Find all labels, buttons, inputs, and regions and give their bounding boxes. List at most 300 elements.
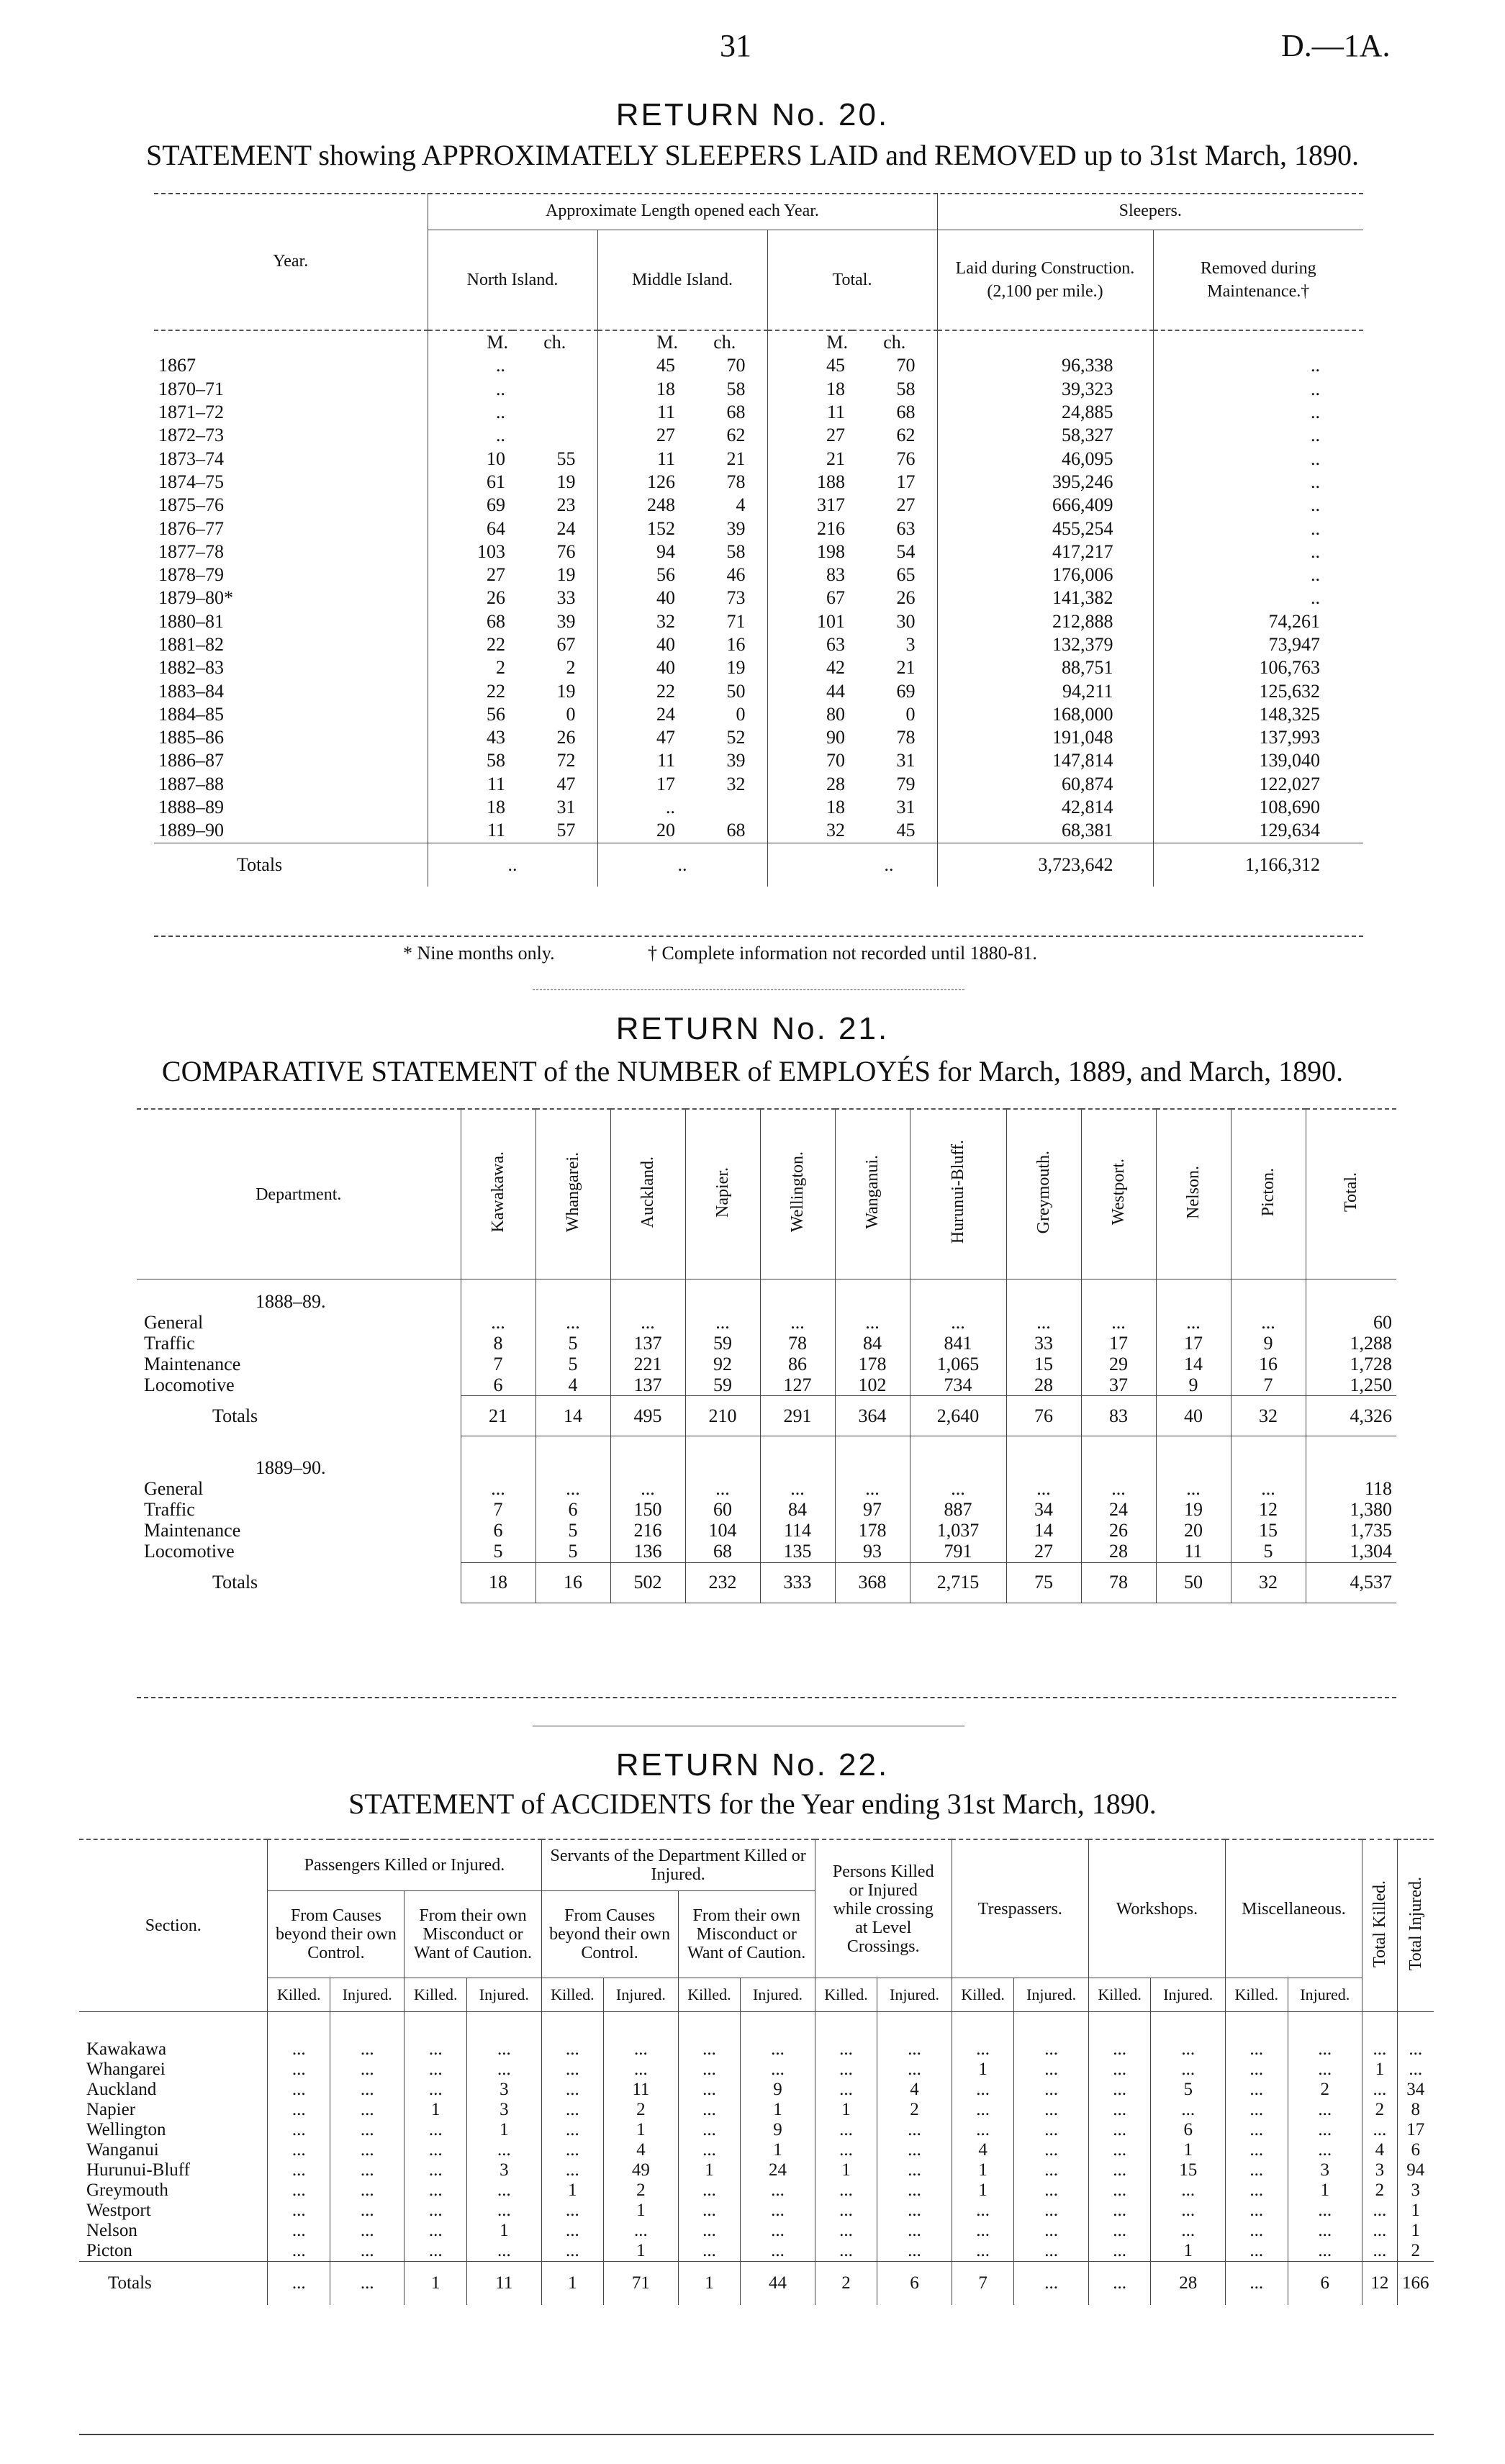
value-cell: ... xyxy=(461,1312,535,1333)
value-cell: ... xyxy=(405,2221,467,2241)
unit-miles: M. xyxy=(767,330,852,354)
value-cell: 5 xyxy=(1151,2080,1225,2100)
middle-chains-cell xyxy=(682,796,767,819)
value-cell: 1,304 xyxy=(1306,1541,1396,1563)
middle-miles-cell: 248 xyxy=(597,494,682,517)
empty-cell xyxy=(760,1436,835,1479)
totals-cell: 4,326 xyxy=(1306,1396,1396,1436)
middle-chains-cell: 71 xyxy=(726,610,746,632)
value-cell: 1 xyxy=(741,2100,815,2120)
totals-row xyxy=(137,1562,1396,1603)
north-miles-cell: 11 xyxy=(428,773,512,796)
empty-cell xyxy=(877,2012,952,2040)
total-chains-cell: 21 xyxy=(896,657,916,679)
totals-cell: 1 xyxy=(405,2262,467,2306)
value-cell: ... xyxy=(1014,2180,1088,2201)
value-cell: ... xyxy=(405,2120,467,2140)
table-row xyxy=(79,2180,1434,2201)
separator xyxy=(533,989,964,990)
value-cell: ... xyxy=(1088,2140,1151,2160)
value-cell: ... xyxy=(877,2039,952,2060)
table-row xyxy=(154,494,1363,517)
value-cell: ... xyxy=(815,2120,877,2140)
middle-chains-cell: 58 xyxy=(726,540,746,562)
value-cell: ... xyxy=(268,2120,330,2140)
value-cell: ... xyxy=(1088,2221,1151,2241)
value-cell: 1,250 xyxy=(1306,1374,1396,1396)
value-cell: 6 xyxy=(461,1521,535,1541)
header-total-injured: Total Injured. xyxy=(1406,1876,1425,1971)
value-cell: ... xyxy=(1362,2221,1398,2241)
north-chains-cell: 2 xyxy=(566,657,576,679)
table-row xyxy=(154,749,1363,772)
value-cell: 734 xyxy=(910,1374,1006,1396)
north-miles-cell: 27 xyxy=(428,563,512,586)
totals-cell: 83 xyxy=(1081,1396,1156,1436)
unit-chains: ch. xyxy=(682,330,767,354)
totals-cell: 32 xyxy=(1231,1396,1306,1436)
value-cell: ... xyxy=(1151,2180,1225,2201)
value-cell: ... xyxy=(1151,2221,1225,2241)
totals-cell: 50 xyxy=(1156,1562,1231,1603)
column-header xyxy=(910,1109,1006,1279)
empty-cell xyxy=(1156,1436,1231,1479)
value-cell: ... xyxy=(1014,2221,1088,2241)
totals-cell: 2,715 xyxy=(910,1562,1006,1603)
table-row xyxy=(154,796,1363,819)
value-cell: ... xyxy=(1397,2039,1434,2060)
value-cell: ... xyxy=(910,1479,1006,1500)
year-cell: 1870–71 xyxy=(158,378,224,399)
value-cell: 1,037 xyxy=(910,1521,1006,1541)
value-cell: 2 xyxy=(1362,2180,1398,2201)
empty-cell xyxy=(610,1436,685,1479)
empty-cell xyxy=(467,2012,541,2040)
year-row xyxy=(137,1436,1396,1479)
value-cell: 49 xyxy=(604,2160,678,2180)
value-cell: ... xyxy=(741,2221,815,2241)
total-miles-cell: 80 xyxy=(767,703,852,726)
column-header-label: Wanganui. xyxy=(863,1155,882,1229)
killed-header: Killed. xyxy=(952,1978,1014,2012)
year-cell: 1885–86 xyxy=(158,727,224,748)
killed-header: Killed. xyxy=(541,1978,604,2012)
value-cell: 84 xyxy=(760,1500,835,1521)
year-cell: 1867 xyxy=(158,355,196,376)
middle-chains-cell: 0 xyxy=(736,703,746,725)
value-cell: 6 xyxy=(1397,2140,1434,2160)
value-cell: ... xyxy=(1362,2039,1398,2060)
department-cell: Locomotive xyxy=(144,1374,235,1395)
column-header-label: Greymouth. xyxy=(1034,1150,1053,1234)
year-cell: 1876–77 xyxy=(158,517,224,539)
removed-cell: .. xyxy=(1153,586,1363,610)
value-cell: 97 xyxy=(835,1500,910,1521)
total-chains-cell: 30 xyxy=(896,610,916,632)
value-cell: ... xyxy=(678,2180,741,2201)
empty-cell xyxy=(835,1279,910,1313)
value-cell: ... xyxy=(541,2221,604,2241)
value-cell: ... xyxy=(405,2201,467,2221)
empty-cell xyxy=(1362,2012,1398,2040)
value-cell: ... xyxy=(815,2201,877,2221)
value-cell: 5 xyxy=(535,1521,610,1541)
value-cell: ... xyxy=(330,2180,405,2201)
total-chains-cell: 69 xyxy=(896,680,916,702)
total-miles-cell: 27 xyxy=(767,424,852,447)
value-cell: 178 xyxy=(835,1521,910,1541)
laid-cell: 68,381 xyxy=(937,819,1153,843)
totals-cell: 4,537 xyxy=(1306,1562,1396,1603)
year-cell: 1882–83 xyxy=(158,657,224,679)
value-cell: 94 xyxy=(1397,2160,1434,2180)
laid-cell: 39,323 xyxy=(937,378,1153,401)
injured-header: Injured. xyxy=(330,1978,405,2012)
department-cell: General xyxy=(144,1311,204,1333)
north-miles-cell: 68 xyxy=(428,610,512,633)
value-cell: 17 xyxy=(1397,2120,1434,2140)
value-cell: ... xyxy=(1151,2201,1225,2221)
value-cell: ... xyxy=(877,2221,952,2241)
empty-cell xyxy=(1306,1436,1396,1479)
value-cell: ... xyxy=(1288,2201,1362,2221)
value-cell: 24 xyxy=(741,2160,815,2180)
totals-cell: ... xyxy=(1225,2262,1288,2306)
removed-cell: 137,993 xyxy=(1153,726,1363,749)
value-cell: ... xyxy=(1225,2060,1288,2080)
killed-header: Killed. xyxy=(1225,1978,1288,2012)
value-cell: ... xyxy=(741,2201,815,2221)
totals-middle: .. xyxy=(597,843,767,887)
value-cell: ... xyxy=(952,2241,1014,2262)
total-chains-cell: 31 xyxy=(896,750,916,771)
totals-cell: 6 xyxy=(1288,2262,1362,2306)
middle-chains-cell: 46 xyxy=(726,564,746,586)
value-cell: 2 xyxy=(604,2180,678,2201)
bottom-rule-21 xyxy=(137,1697,1396,1698)
value-cell: ... xyxy=(541,2100,604,2120)
value-cell: ... xyxy=(268,2080,330,2100)
north-chains-cell: 24 xyxy=(556,517,576,539)
section-cell: Wanganui xyxy=(86,2140,159,2160)
value-cell: 104 xyxy=(685,1521,760,1541)
value-cell: 1,380 xyxy=(1306,1500,1396,1521)
year-cell: 1889–90 xyxy=(158,820,224,841)
value-cell: 60 xyxy=(685,1500,760,1521)
header-servants: Servants of the Department Killed or Injured. xyxy=(541,1839,815,1891)
totals-cell: 14 xyxy=(535,1396,610,1436)
middle-chains-cell: 62 xyxy=(726,425,746,446)
section-cell: Napier xyxy=(86,2100,136,2119)
north-chains-cell: 19 xyxy=(556,471,576,492)
value-cell: 1 xyxy=(541,2180,604,2201)
value-cell: ... xyxy=(815,2080,877,2100)
value-cell: 791 xyxy=(910,1541,1006,1563)
value-cell: 27 xyxy=(1006,1541,1081,1563)
value-cell: 7 xyxy=(461,1500,535,1521)
killed-header: Killed. xyxy=(678,1978,741,2012)
injured-header: Injured. xyxy=(1151,1978,1225,2012)
value-cell: 15 xyxy=(1006,1354,1081,1374)
north-miles-cell: 26 xyxy=(428,586,512,610)
value-cell: 3 xyxy=(467,2100,541,2120)
column-header xyxy=(760,1109,835,1279)
value-cell: 59 xyxy=(685,1333,760,1354)
value-cell: 102 xyxy=(835,1374,910,1396)
value-cell: ... xyxy=(268,2201,330,2221)
north-chains-cell: 39 xyxy=(556,610,576,632)
return-20-subtitle: STATEMENT showing APPROXIMATELY SLEEPERS LAID and REMOVED up to 31st March, 1890. xyxy=(145,139,1360,171)
table-row xyxy=(137,1521,1396,1541)
value-cell: 1 xyxy=(952,2060,1014,2080)
value-cell: 8 xyxy=(461,1333,535,1354)
north-miles-cell: 64 xyxy=(428,517,512,540)
value-cell: ... xyxy=(877,2180,952,2201)
return-22-table xyxy=(79,1839,1434,2305)
column-header xyxy=(1156,1109,1231,1279)
value-cell: ... xyxy=(535,1312,610,1333)
totals-cell: 18 xyxy=(461,1562,535,1603)
totals-row xyxy=(137,1396,1396,1436)
column-header xyxy=(1006,1109,1081,1279)
north-chains-cell xyxy=(512,378,597,401)
value-cell: ... xyxy=(835,1312,910,1333)
totals-cell: 12 xyxy=(1362,2262,1398,2306)
north-chains-cell: 57 xyxy=(556,820,576,841)
value-cell: ... xyxy=(952,2221,1014,2241)
value-cell: 5 xyxy=(1231,1541,1306,1563)
laid-cell: 60,874 xyxy=(937,773,1153,796)
table-row xyxy=(154,773,1363,796)
total-miles-cell: 90 xyxy=(767,726,852,749)
table-row xyxy=(137,1479,1396,1500)
value-cell: ... xyxy=(678,2060,741,2080)
total-chains-cell: 76 xyxy=(896,448,916,469)
laid-cell: 176,006 xyxy=(937,563,1153,586)
laid-cell: 46,095 xyxy=(937,447,1153,470)
value-cell: 1 xyxy=(604,2241,678,2262)
value-cell: ... xyxy=(604,2060,678,2080)
value-cell: 4 xyxy=(535,1374,610,1396)
totals-cell: 502 xyxy=(610,1562,685,1603)
value-cell: ... xyxy=(815,2241,877,2262)
totals-cell: 76 xyxy=(1006,1396,1081,1436)
value-cell: ... xyxy=(678,2221,741,2241)
table-row xyxy=(79,2080,1434,2100)
total-miles-cell: 21 xyxy=(767,447,852,470)
section-cell: Picton xyxy=(86,2241,132,2260)
north-miles-cell: 103 xyxy=(428,540,512,563)
table-row xyxy=(137,1541,1396,1563)
value-cell: 4 xyxy=(604,2140,678,2160)
totals-cell: 78 xyxy=(1081,1562,1156,1603)
total-miles-cell: 67 xyxy=(767,586,852,610)
totals-cell: 28 xyxy=(1151,2262,1225,2306)
table-row xyxy=(79,2039,1434,2060)
value-cell: ... xyxy=(541,2060,604,2080)
empty-cell xyxy=(952,2012,1014,2040)
north-miles-cell: 56 xyxy=(428,703,512,726)
total-chains-cell: 65 xyxy=(896,564,916,586)
spacer-row xyxy=(79,2012,1434,2040)
value-cell: ... xyxy=(467,2039,541,2060)
totals-cell: ... xyxy=(1088,2262,1151,2306)
totals-cell: 232 xyxy=(685,1562,760,1603)
table-row xyxy=(79,2201,1434,2221)
table-row xyxy=(154,633,1363,656)
value-cell: 221 xyxy=(610,1354,685,1374)
empty-cell xyxy=(685,1436,760,1479)
totals-cell: 1 xyxy=(678,2262,741,2306)
totals-north: .. xyxy=(428,843,597,887)
north-chains-cell: 76 xyxy=(556,540,576,562)
value-cell: ... xyxy=(330,2160,405,2180)
section-cell: Kawakawa xyxy=(86,2039,167,2059)
unit-chains: ch. xyxy=(852,330,937,354)
totals-cell: 368 xyxy=(835,1562,910,1603)
value-cell: ... xyxy=(678,2120,741,2140)
value-cell: 15 xyxy=(1151,2160,1225,2180)
north-miles-cell: 61 xyxy=(428,471,512,494)
empty-cell xyxy=(330,2012,405,2040)
value-cell: 5 xyxy=(461,1541,535,1563)
group-year: 1888–89. xyxy=(256,1290,326,1312)
total-miles-cell: 18 xyxy=(767,378,852,401)
department-cell: Traffic xyxy=(144,1332,195,1354)
north-chains-cell: 33 xyxy=(556,587,576,609)
return-21-subtitle: COMPARATIVE STATEMENT of the NUMBER of EMPLOYÉS for March, 1889, and March, 1890. xyxy=(161,1055,1344,1087)
empty-cell xyxy=(1397,2012,1434,2040)
total-miles-cell: 32 xyxy=(767,819,852,843)
total-chains-cell: 26 xyxy=(896,587,916,609)
value-cell: ... xyxy=(1362,2241,1398,2262)
value-cell: ... xyxy=(1151,2060,1225,2080)
table-row xyxy=(137,1333,1396,1354)
value-cell: 1 xyxy=(1151,2241,1225,2262)
header-total: Total. xyxy=(767,230,937,330)
bottom-rule xyxy=(154,936,1363,937)
value-cell: ... xyxy=(467,2060,541,2080)
laid-cell: 58,327 xyxy=(937,424,1153,447)
total-chains-cell: 45 xyxy=(896,820,916,841)
total-miles-cell: 198 xyxy=(767,540,852,563)
empty-cell xyxy=(741,2012,815,2040)
value-cell: ... xyxy=(604,2221,678,2241)
total-miles-cell: 18 xyxy=(767,796,852,819)
value-cell: ... xyxy=(678,2140,741,2160)
department-cell: Locomotive xyxy=(144,1541,235,1562)
middle-miles-cell: 40 xyxy=(597,656,682,679)
removed-cell: 108,690 xyxy=(1153,796,1363,819)
laid-cell: 455,254 xyxy=(937,517,1153,540)
value-cell: ... xyxy=(330,2140,405,2160)
north-chains-cell: 0 xyxy=(566,703,576,725)
value-cell: 4 xyxy=(877,2080,952,2100)
value-cell: 19 xyxy=(1156,1500,1231,1521)
value-cell: 84 xyxy=(835,1333,910,1354)
value-cell: ... xyxy=(1088,2241,1151,2262)
middle-miles-cell: 17 xyxy=(597,773,682,796)
removed-cell: 73,947 xyxy=(1153,633,1363,656)
year-cell: 1877–78 xyxy=(158,540,224,562)
middle-miles-cell: 32 xyxy=(597,610,682,633)
totals-cell: 71 xyxy=(604,2262,678,2306)
value-cell: ... xyxy=(405,2039,467,2060)
value-cell: 1 xyxy=(952,2180,1014,2201)
totals-laid: 3,723,642 xyxy=(937,843,1153,887)
value-cell: ... xyxy=(330,2039,405,2060)
middle-miles-cell: 11 xyxy=(597,401,682,424)
value-cell: ... xyxy=(1014,2140,1088,2160)
header-servants-misconduct: From their own Misconduct or Want of Caution. xyxy=(678,1891,815,1978)
value-cell: ... xyxy=(467,2201,541,2221)
value-cell: ... xyxy=(268,2241,330,2262)
value-cell: ... xyxy=(1156,1312,1231,1333)
empty-cell xyxy=(678,2012,741,2040)
middle-chains-cell: 52 xyxy=(726,727,746,748)
value-cell: 34 xyxy=(1397,2080,1434,2100)
empty-cell xyxy=(268,2012,330,2040)
department-cell: Maintenance xyxy=(144,1353,241,1374)
middle-chains-cell: 68 xyxy=(726,820,746,841)
middle-chains-cell: 4 xyxy=(736,494,746,516)
value-cell: 150 xyxy=(610,1500,685,1521)
header-sleepers: Sleepers. xyxy=(937,193,1363,230)
north-chains-cell: 19 xyxy=(556,564,576,586)
value-cell: 78 xyxy=(760,1333,835,1354)
value-cell: ... xyxy=(1014,2060,1088,2080)
value-cell: ... xyxy=(1288,2241,1362,2262)
table-row xyxy=(79,2100,1434,2120)
middle-chains-cell: 32 xyxy=(726,773,746,794)
value-cell: 178 xyxy=(835,1354,910,1374)
totals-label: Totals xyxy=(154,843,428,887)
return-20-title: RETURN No. 20. xyxy=(615,97,890,132)
table-row xyxy=(137,1500,1396,1521)
value-cell: ... xyxy=(877,2241,952,2262)
removed-cell: 148,325 xyxy=(1153,703,1363,726)
value-cell: ... xyxy=(268,2221,330,2241)
value-cell: ... xyxy=(1362,2201,1398,2221)
value-cell: 135 xyxy=(760,1541,835,1563)
north-chains-cell xyxy=(512,424,597,447)
value-cell: ... xyxy=(815,2140,877,2160)
totals-label: Totals xyxy=(212,1405,258,1426)
value-cell: ... xyxy=(1397,2060,1434,2080)
column-header-label: Whangarei. xyxy=(564,1151,582,1233)
north-miles-cell: .. xyxy=(428,378,512,401)
table-row xyxy=(154,354,1363,377)
value-cell: ... xyxy=(1014,2241,1088,2262)
value-cell: 6 xyxy=(535,1500,610,1521)
value-cell: 92 xyxy=(685,1354,760,1374)
value-cell: ... xyxy=(678,2201,741,2221)
value-cell: ... xyxy=(1231,1312,1306,1333)
value-cell: ... xyxy=(678,2080,741,2100)
totals-total: .. xyxy=(767,843,937,887)
empty-cell xyxy=(1006,1279,1081,1313)
value-cell: 2 xyxy=(877,2100,952,2120)
value-cell: ... xyxy=(815,2221,877,2241)
year-cell: 1883–84 xyxy=(158,680,224,702)
value-cell: ... xyxy=(952,2201,1014,2221)
header-removed: Removed during Maintenance.† xyxy=(1153,230,1363,330)
value-cell: ... xyxy=(815,2060,877,2080)
year-cell: 1886–87 xyxy=(158,750,224,771)
north-miles-cell: .. xyxy=(428,424,512,447)
removed-cell: 129,634 xyxy=(1153,819,1363,843)
value-cell: ... xyxy=(910,1312,1006,1333)
